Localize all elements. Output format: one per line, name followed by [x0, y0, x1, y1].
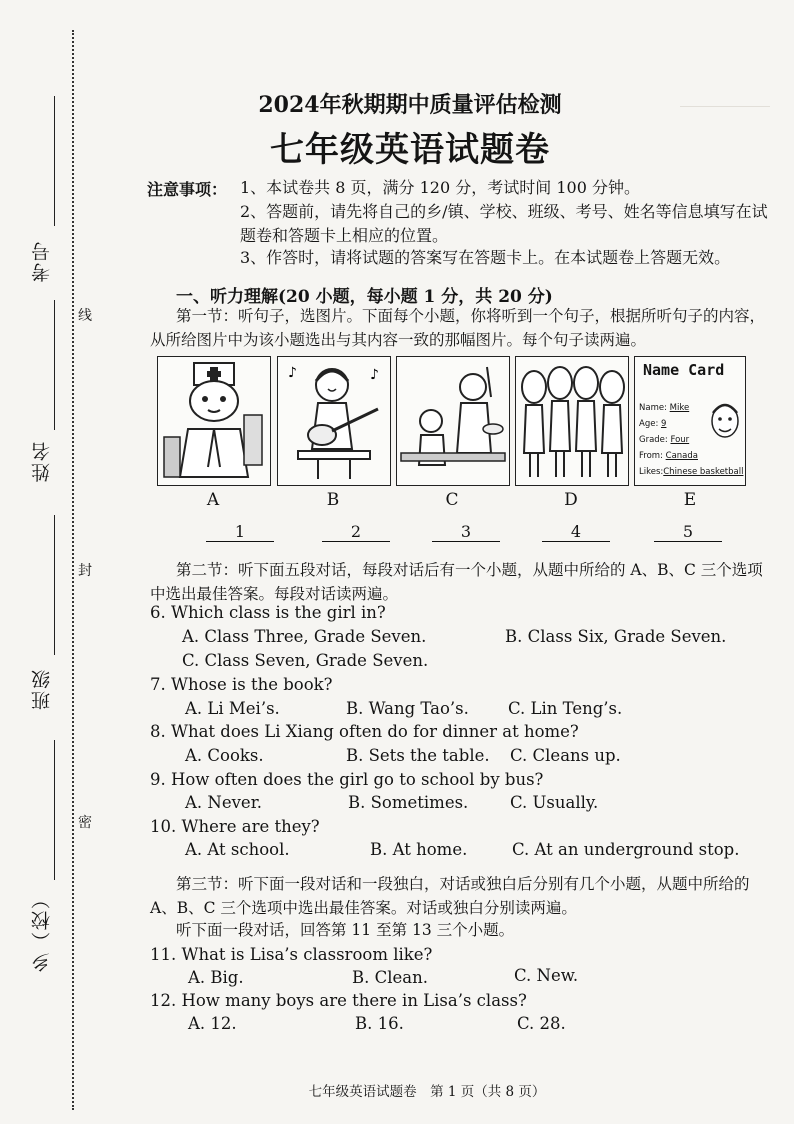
- boy-face-icon: [709, 397, 741, 443]
- q6-option-a: A. Class Three, Grade Seven.: [182, 627, 427, 646]
- exam-no-label: 考号: [31, 240, 53, 282]
- q6-option-c: C. Class Seven, Grade Seven.: [182, 651, 429, 670]
- picture-d-four-girls: [515, 356, 629, 486]
- picture-label-e: E: [683, 490, 697, 510]
- binding-dotted-line: [72, 30, 74, 1110]
- answer-blank-1: 1: [206, 522, 274, 542]
- name-card-age: Age: 9: [639, 419, 667, 429]
- question-12: 12. How many boys are there in Lisa’s class?: [150, 991, 527, 1010]
- q9-option-a: A. Never.: [185, 793, 263, 812]
- exam-title-line2: 七年级英语试题卷: [270, 130, 550, 170]
- section3-sub-instructions: 听下面一段对话，回答第 11 至第 13 三个小题。: [176, 921, 515, 939]
- margin-char-line: 线: [78, 308, 92, 324]
- picture-label-d: D: [564, 490, 578, 510]
- class-line: [54, 515, 55, 655]
- school-line: [54, 740, 55, 880]
- picture-b-girl-guitar: [277, 356, 391, 486]
- school-label: 乡（校）: [31, 888, 53, 972]
- question-10: 10. Where are they?: [150, 817, 320, 836]
- q10-option-c: C. At an underground stop.: [512, 840, 740, 859]
- q7-option-b: B. Wang Tao’s.: [346, 699, 469, 718]
- question-9: 9. How often does the girl go to school by bus?: [150, 770, 544, 789]
- part1-heading: 一、听力理解(20 小题，每小题 1 分，共 20 分): [176, 287, 553, 307]
- picture-label-c: C: [445, 490, 459, 510]
- page-footer: 七年级英语试题卷 第 1 页（共 8 页）: [308, 1084, 546, 1100]
- name-card-name: Name: Mike: [639, 403, 690, 413]
- note-item-1: 1、本试卷共 8 页，满分 120 分，考试时间 100 分钟。: [240, 178, 640, 197]
- q7-option-c: C. Lin Teng’s.: [508, 699, 623, 718]
- q12-option-a: A. 12.: [188, 1014, 237, 1033]
- q11-option-a: A. Big.: [188, 968, 244, 987]
- picture-label-a: A: [206, 490, 220, 510]
- q12-option-b: B. 16.: [355, 1014, 404, 1033]
- picture-label-b: B: [326, 490, 340, 510]
- name-card-likes: Likes:Chinese basketball: [639, 467, 744, 477]
- q10-option-a: A. At school.: [185, 840, 290, 859]
- answer-blank-5: 5: [654, 522, 722, 542]
- margin-char-seal: 封: [78, 563, 92, 579]
- question-7: 7. Whose is the book?: [150, 675, 333, 694]
- name-card-title: Name Card: [643, 361, 725, 379]
- q8-option-c: C. Cleans up.: [510, 746, 621, 765]
- name-line: [54, 300, 55, 430]
- q9-option-c: C. Usually.: [510, 793, 599, 812]
- answer-blank-4: 4: [542, 522, 610, 542]
- q11-option-b: B. Clean.: [352, 968, 428, 987]
- q8-option-a: A. Cooks.: [185, 746, 264, 765]
- q7-option-a: A. Li Mei’s.: [185, 699, 280, 718]
- section1-instructions: 第一节：听句子，选图片。下面每个小题，你将听到一个句子，根据所听句子的内容，从所给图片中为该小题选出与其内容一致的那幅图片。每个句子读两遍。: [150, 307, 766, 349]
- svg-text:♪: ♪: [370, 367, 379, 383]
- svg-text:♪: ♪: [288, 365, 297, 381]
- name-card-grade: Grade: Four: [639, 435, 690, 445]
- notes-label: 注意事项：: [147, 180, 228, 199]
- answer-blank-2: 2: [322, 522, 390, 542]
- name-card-from: From: Canada: [639, 451, 698, 461]
- picture-c-kitchen: [396, 356, 510, 486]
- section3-instructions: 第三节：听下面一段对话和一段独白，对话或独白后分别有几个小题，从题中所给的 A、B、C 三个选项中选出最佳答案。对话或独白分别读两遍。: [150, 875, 750, 917]
- margin-char-seal2: 密: [78, 815, 92, 831]
- q6-option-b: B. Class Six, Grade Seven.: [505, 627, 727, 646]
- picture-e-name-card: [634, 356, 746, 486]
- name-label: 姓名: [31, 440, 53, 482]
- answer-blank-3: 3: [432, 522, 500, 542]
- q10-option-b: B. At home.: [370, 840, 468, 859]
- picture-a-doctor: [157, 356, 271, 486]
- question-6: 6. Which class is the girl in?: [150, 603, 386, 622]
- exam-title-line1: 2024年秋期期中质量评估检测: [258, 92, 562, 118]
- note-item-2: 2、答题前，请先将自己的乡/镇、学校、班级、考号、姓名等信息填写在试题卷和答题卡上相应的位置。: [240, 202, 768, 245]
- note-item-3: 3、作答时，请将试题的答案写在答题卡上。在本试题卷上答题无效。: [240, 248, 731, 267]
- q9-option-b: B. Sometimes.: [348, 793, 469, 812]
- question-8: 8. What does Li Xiang often do for dinner at home?: [150, 722, 579, 741]
- q12-option-c: C. 28.: [517, 1014, 566, 1033]
- q11-option-c: C. New.: [514, 966, 579, 985]
- section2-instructions: 第二节：听下面五段对话，每段对话后有一个小题，从题中所给的 A、B、C 三个选项中选出最佳答案。每段对话读两遍。: [150, 561, 763, 603]
- q8-option-b: B. Sets the table.: [346, 746, 490, 765]
- question-11: 11. What is Lisa’s classroom like?: [150, 945, 433, 964]
- class-label: 班级: [31, 668, 53, 710]
